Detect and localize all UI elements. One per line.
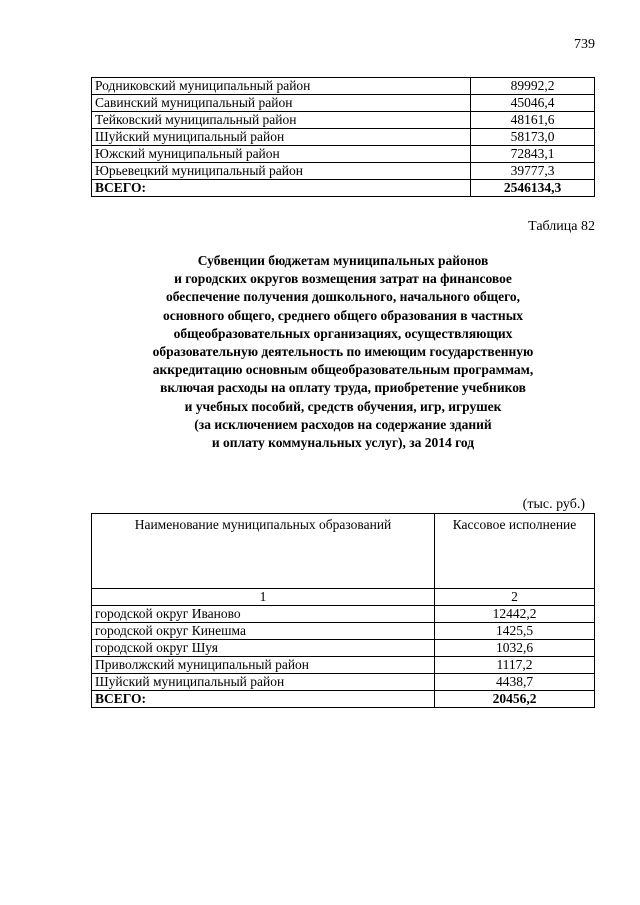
table-row xyxy=(92,112,595,129)
table-header-row xyxy=(92,514,595,589)
amount-value: 48161,6 xyxy=(471,112,595,129)
title-line: и учебных пособий, средств обучения, игр, игрушек xyxy=(184,398,502,414)
table-continuation xyxy=(91,77,595,197)
municipality-name: городской округ Кинешма xyxy=(92,623,435,640)
header-execution: Кассовое исполнение xyxy=(435,514,595,589)
municipality-name: Шуйский муниципальный район xyxy=(92,129,471,146)
header-municipality: Наименование муниципальных образований xyxy=(92,514,435,589)
table-row xyxy=(92,163,595,180)
total-row xyxy=(92,691,595,708)
total-value: 2546134,3 xyxy=(471,180,595,197)
amount-value: 4438,7 xyxy=(435,674,595,691)
title-line: образовательную деятельность по имеющим государственную xyxy=(152,344,534,360)
total-label: ВСЕГО: xyxy=(92,180,471,197)
municipality-name: Тейковский муниципальный район xyxy=(92,112,471,129)
amount-value: 39777,3 xyxy=(471,163,595,180)
amount-value: 1032,6 xyxy=(435,640,595,657)
table-row xyxy=(92,623,595,640)
table-title xyxy=(91,252,595,452)
table-row xyxy=(92,674,595,691)
column-number-row xyxy=(92,589,595,606)
amount-value: 72843,1 xyxy=(471,146,595,163)
title-line: аккредитацию основным общеобразовательным программам, xyxy=(152,362,534,378)
amount-value: 1425,5 xyxy=(435,623,595,640)
municipality-name: Приволжский муниципальный район xyxy=(92,657,435,674)
title-line: общеобразовательных организациях, осуществляющих xyxy=(173,325,513,341)
total-row xyxy=(92,180,595,197)
table-row xyxy=(92,640,595,657)
amount-value: 58173,0 xyxy=(471,129,595,146)
title-line: обеспечение получения дошкольного, начального общего, xyxy=(165,289,521,305)
title-line: включая расходы на оплату труда, приобретение учебников xyxy=(160,380,526,396)
amount-value: 1117,2 xyxy=(435,657,595,674)
table-row xyxy=(92,146,595,163)
municipality-name: Родниковский муниципальный район xyxy=(92,78,471,95)
municipality-name: Шуйский муниципальный район xyxy=(92,674,435,691)
amount-value: 12442,2 xyxy=(435,606,595,623)
title-line: и оплату коммунальных услуг), за 2014 год xyxy=(211,435,475,451)
title-line: основного общего, среднего общего образования в частных xyxy=(162,307,523,323)
municipality-name: городской округ Иваново xyxy=(92,606,435,623)
units-label: (тыс. руб.) xyxy=(522,497,585,512)
amount-value: 45046,4 xyxy=(471,95,595,112)
title-line: (за исключением расходов на содержание зданий xyxy=(194,416,492,432)
table-row xyxy=(92,657,595,674)
title-line: Субвенции бюджетам муниципальных районов xyxy=(197,253,489,268)
municipality-name: Южский муниципальный район xyxy=(92,146,471,163)
column-number: 1 xyxy=(92,589,435,606)
table-row xyxy=(92,78,595,95)
title-line: и городских округов возмещения затрат на финансовое xyxy=(174,271,512,287)
municipality-name: Савинский муниципальный район xyxy=(92,95,471,112)
table-caption: Таблица 82 xyxy=(528,219,595,234)
table-row xyxy=(92,606,595,623)
total-label: ВСЕГО: xyxy=(92,691,435,708)
municipality-name: городской округ Шуя xyxy=(92,640,435,657)
amount-value: 89992,2 xyxy=(471,78,595,95)
page-number: 739 xyxy=(574,37,595,52)
total-value: 20456,2 xyxy=(435,691,595,708)
municipality-name: Юрьевецкий муниципальный район xyxy=(92,163,471,180)
table-row xyxy=(92,129,595,146)
subventions-table xyxy=(91,513,595,708)
column-number: 2 xyxy=(435,589,595,606)
table-row xyxy=(92,95,595,112)
